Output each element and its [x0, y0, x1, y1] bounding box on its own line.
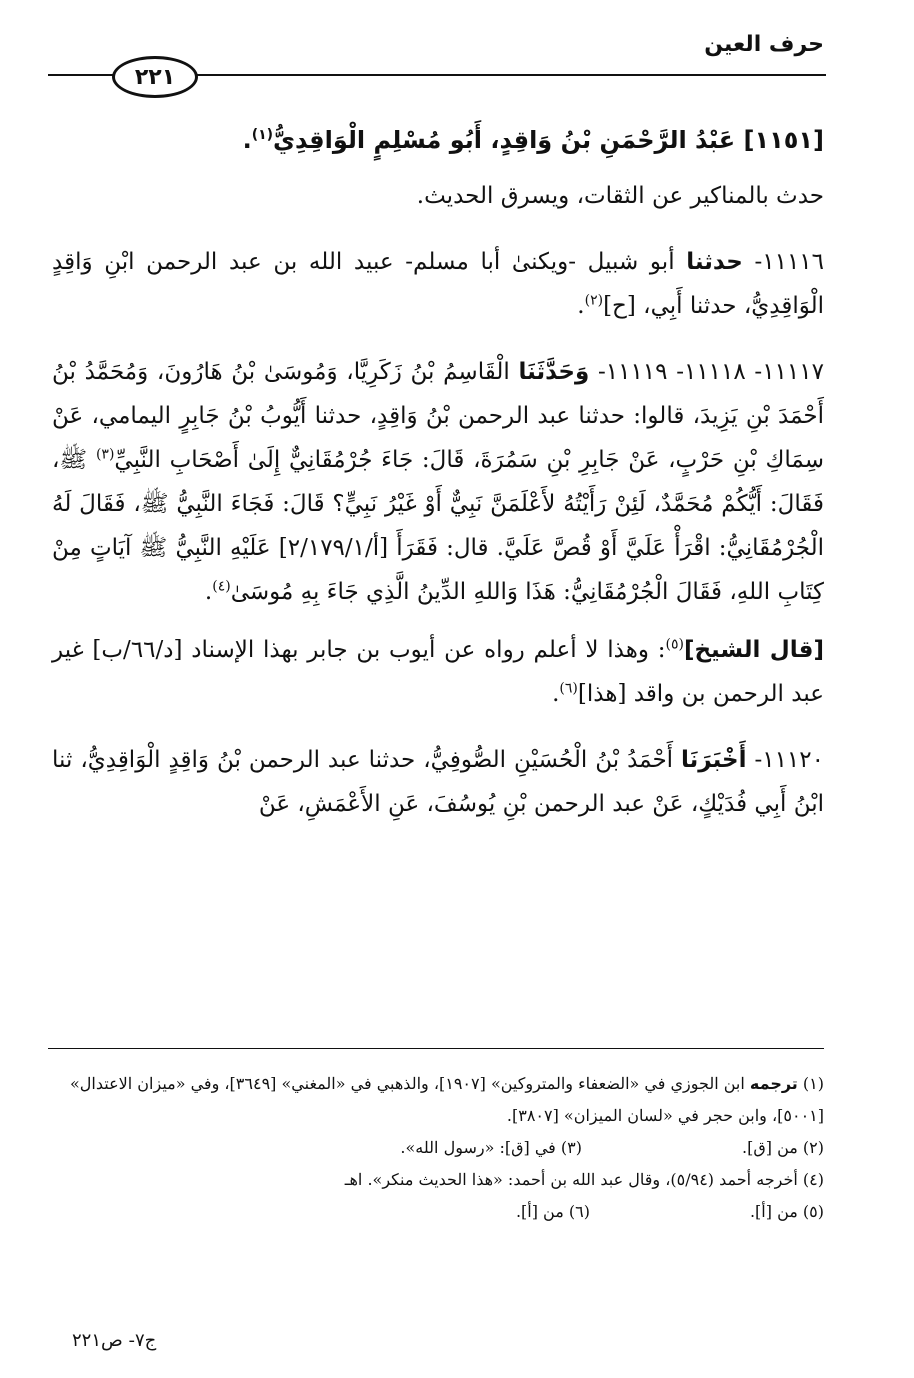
- hadith-11120: [52, 738, 824, 826]
- page-number: ٢٢١: [134, 64, 176, 90]
- footnote-1: [52, 1068, 824, 1132]
- sheikh-note: [52, 628, 824, 716]
- footnote-6: (٦) من [أ].: [515, 1202, 590, 1221]
- footnote-keyword: ترجمه: [749, 1074, 798, 1093]
- page-number-badge: [112, 56, 198, 98]
- footnote-row: [52, 1132, 824, 1164]
- footnote-ref: (٤): [212, 578, 231, 595]
- narration-keyword: أَخْبَرَنَا: [681, 747, 747, 773]
- entry-heading: [١١٥١] عَبْدُ الرَّحْمَنِ بْنُ وَاقِدٍ، أَبُو مُسْلِمٍ الْوَاقِدِيُّ$^{(١)}$.: [242, 126, 824, 154]
- hadith-11117: [52, 350, 824, 614]
- hadith-text: أَحْمَدُ بْنُ الْحُسَيْنِ الصُّوفِيُّ، حدثنا عبد الرحمن بْنُ وَاقِدٍ الْوَاقِدِيُّ، ثنا ابْنُ أَبِي فُدَيْكٍ، عَنْ عبد الرحمن بْنِ يُوسُفَ، عَنِ الأَعْمَشِ، عَنْ: [52, 747, 824, 817]
- header-rule: [192, 74, 826, 76]
- sheikh-end: .: [552, 681, 560, 707]
- hadith-end: .: [577, 293, 585, 319]
- narration-keyword: وَحَدَّثَنَا: [518, 359, 590, 385]
- sheikh-label: [قال الشيخ]: [683, 637, 824, 663]
- footnote-ref: (٥): [665, 636, 684, 653]
- footnote-2: (٢) من [ق].: [742, 1138, 824, 1157]
- main-text: [52, 118, 824, 840]
- entry-heading-text: [١١٥١] عَبْدُ الرَّحْمَنِ بْنُ وَاقِدٍ، أَبُو مُسْلِمٍ الْوَاقِدِيُّ: [273, 126, 824, 154]
- footnote-text: ابن الجوزي في «الضعفاء والمتروكين» [١٩٠٧]، والذهبي في «المغني» [٣٦٤٩]، وفي «ميزان الاعتدال» [٥٠٠١]، وابن حجر في «لسان الميزان» [٣٨٠٧].: [70, 1074, 824, 1125]
- hadith-text: أبو شبيل -ويكنىٰ أبا مسلم- عبيد الله بن عبد الرحمن ابْنِ وَاقِدٍ الْوَاقِدِيُّ، حدثنا أَبِي، [ح]: [52, 249, 824, 319]
- footnote-5: (٥) من [أ].: [749, 1202, 824, 1221]
- footnote-ref: (٣): [95, 446, 115, 463]
- footnote-4: (٤) أخرجه أحمد (٥/٩٤)، وقال عبد الله بن أحمد: «هذا الحديث منكر». اهـ: [344, 1170, 824, 1189]
- hadith-number: ١١١١٧- ١١١١٨- ١١١١٩-: [597, 359, 824, 385]
- footnote-3: (٣) في [ق]: «رسول الله».: [400, 1138, 582, 1157]
- hadith-number: ١١١١٦-: [754, 249, 825, 275]
- hadith-11116: [52, 240, 824, 328]
- sheikh-text: : وهذا لا أعلم رواه عن أيوب بن جابر بهذا الإسناد [د/٦٦/ب] غير عبد الرحمن بن واقد [هذا]: [52, 637, 824, 707]
- footnote-divider: [48, 1048, 824, 1049]
- volume-page-footer: ج٧- ص٢٢١: [72, 1330, 157, 1351]
- hadith-text: الْقَاسِمُ بْنُ زَكَرِيَّا، وَمُوسَىٰ بْنُ هَارُونَ، وَمُحَمَّدُ بْنُ أَحْمَدَ بْنِ يَزِيدَ، قالوا: حدثنا عبد الرحمن بْنُ وَاقِدٍ، حدثنا أَيُّوبُ بْنُ جَابِرٍ اليمامي، عَنْ سِمَاكِ بْنِ حَرْبٍ، عَنْ جَابِرِ بْنِ سَمُرَةَ، قَالَ: جَاءَ جُرْمُقَانِيٌّ إِلَىٰ أَصْحَابِ النَّبِيِّ: [52, 359, 824, 473]
- footnote-row: [52, 1196, 824, 1228]
- footnotes: [52, 1068, 824, 1228]
- entry-intro: حدث بالمناكير عن الثقات، ويسرق الحديث.: [416, 183, 824, 209]
- footnote-ref: (١): [251, 127, 274, 143]
- hadith-text-cont: ﷺ، فَقَالَ: أَيُّكُمْ مُحَمَّدٌ، لَئِنْ رَأَيْتُهُ لأَعْلَمَنَّ نَبِيٌّ أَوْ غَيْرُ نَبِيٍّ؟ قَالَ: فَجَاءَ النَّبِيُّ ﷺ، فَقَالَ لَهُ الْجُرْمُقَانِيُّ: اقْرَأْ عَلَيَّ أَوْ قُصَّ عَلَيَّ. قال: فَقَرَأَ [أ/٢/١٧٩/١] عَلَيْهِ النَّبِيُّ ﷺ آيَاتٍ مِنْ كِتَابِ اللهِ، فَقَالَ الْجُرْمُقَانِيُّ: هَذَا وَاللهِ الدِّينُ الَّذِي جَاءَ بِهِ مُوسَىٰ: [52, 447, 825, 605]
- hadith-end: .: [204, 579, 213, 605]
- footnote-ref: (٢): [584, 292, 604, 309]
- footnote-ref: (٦): [559, 680, 578, 697]
- header-rule-left: [48, 74, 120, 76]
- hadith-number: ١١١٢٠-: [754, 747, 824, 773]
- narration-keyword: حدثنا: [686, 249, 743, 275]
- chapter-title: حرف العين: [704, 32, 824, 57]
- footnote-number: (١): [802, 1074, 824, 1093]
